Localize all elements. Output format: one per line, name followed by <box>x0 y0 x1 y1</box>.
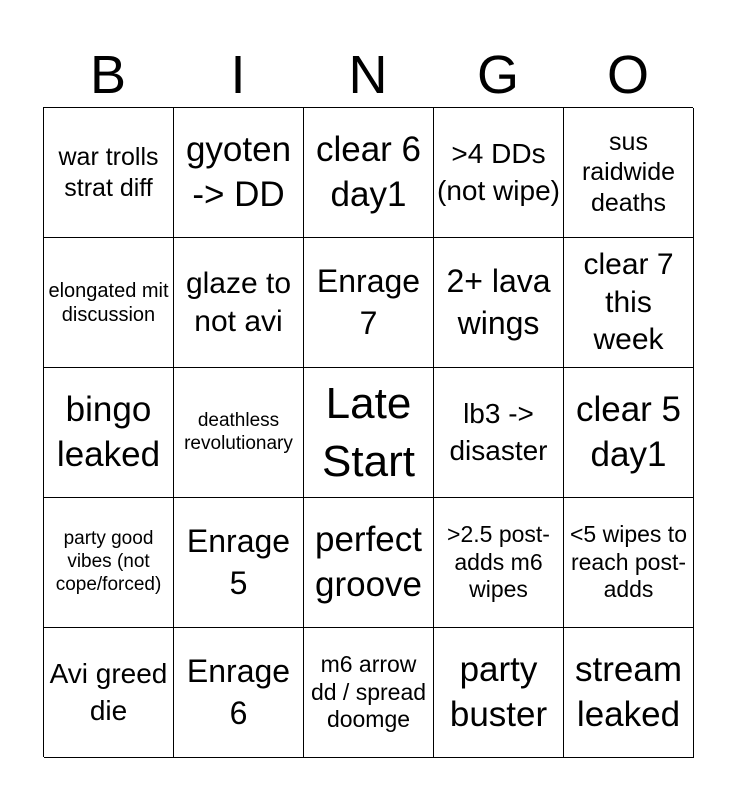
cell-text: elongated mit discussion <box>48 279 169 326</box>
bingo-cell[interactable] <box>434 368 564 498</box>
bingo-cell[interactable] <box>434 108 564 238</box>
cell-text: war trolls strat diff <box>58 143 159 202</box>
cell-text: >4 DDs (not wipe) <box>437 138 560 206</box>
bingo-cell[interactable] <box>564 628 694 758</box>
bingo-cell[interactable] <box>304 498 434 628</box>
cell-text: gyoten -> DD <box>185 129 292 214</box>
header-letter-n: N <box>348 45 388 105</box>
bingo-cell[interactable] <box>174 628 304 758</box>
bingo-cell[interactable] <box>174 238 304 368</box>
bingo-cell[interactable] <box>564 238 694 368</box>
bingo-cell[interactable] <box>564 498 694 628</box>
cell-text: Enrage 7 <box>316 262 421 341</box>
bingo-cell[interactable] <box>564 368 694 498</box>
bingo-cell[interactable] <box>44 108 174 238</box>
cell-text: party good vibes (not cope/forced) <box>55 528 162 595</box>
cell-text: bingo leaked <box>56 389 161 474</box>
cell-text: clear 5 day1 <box>575 389 682 474</box>
bingo-cell[interactable] <box>174 498 304 628</box>
header-letter-g: G <box>476 45 519 105</box>
bingo-cell[interactable] <box>44 368 174 498</box>
cell-text: party buster <box>449 649 548 734</box>
bingo-cell free-space[interactable] <box>304 368 434 498</box>
cell-text: <5 wipes to reach post-adds <box>570 521 687 603</box>
bingo-cell[interactable] <box>434 498 564 628</box>
cell-text: lb3 -> disaster <box>449 398 548 466</box>
cell-text: glaze to not avi <box>185 267 292 338</box>
header-letter-i: I <box>230 45 246 105</box>
cell-text: Avi greed die <box>49 658 168 726</box>
header-letter-o: O <box>606 45 649 105</box>
bingo-cell[interactable] <box>44 628 174 758</box>
cell-text: clear 7 this week <box>583 248 674 357</box>
cell-text: sus raidwide deaths <box>581 127 676 217</box>
bingo-cell[interactable] <box>44 238 174 368</box>
cell-text: deathless revolutionary <box>184 409 293 454</box>
bingo-board <box>43 107 693 757</box>
cell-text: >2.5 post-adds m6 wipes <box>447 521 550 603</box>
bingo-cell[interactable] <box>564 108 694 238</box>
bingo-header <box>43 44 693 106</box>
bingo-cell[interactable] <box>304 628 434 758</box>
bingo-cell[interactable] <box>174 368 304 498</box>
cell-text: Late Start <box>322 379 415 486</box>
cell-text: stream leaked <box>575 649 682 734</box>
cell-text: clear 6 day1 <box>315 129 422 214</box>
bingo-cell[interactable] <box>174 108 304 238</box>
bingo-cell[interactable] <box>434 238 564 368</box>
cell-text: 2+ lava wings <box>446 262 551 341</box>
bingo-cell[interactable] <box>44 498 174 628</box>
bingo-cell[interactable] <box>304 238 434 368</box>
header-letter-b: B <box>89 45 127 105</box>
bingo-cell[interactable] <box>434 628 564 758</box>
cell-text: perfect groove <box>314 519 423 604</box>
cell-text: Enrage 6 <box>186 652 291 731</box>
bingo-cell[interactable] <box>304 108 434 238</box>
cell-text: m6 arrow dd / spread doomge <box>310 651 427 733</box>
cell-text: Enrage 5 <box>186 522 291 601</box>
